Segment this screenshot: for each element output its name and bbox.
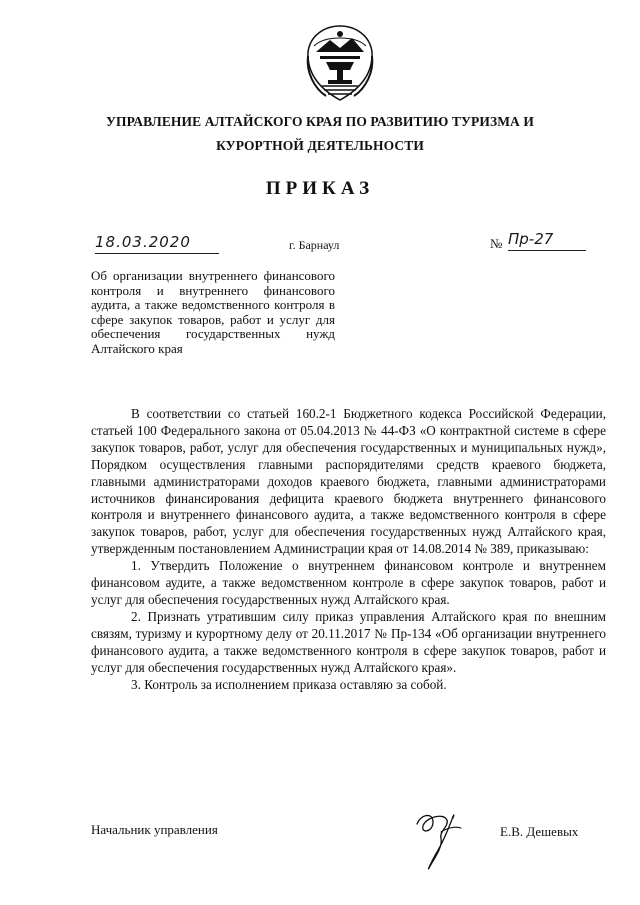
order-subject: Об организации внутреннего финансового контроля и внутреннего финансового аудита, а также ведомственного контроля в сфере закупок товаров, работ и услуг для обеспечения государственных нужд Алтайского края <box>91 268 335 356</box>
item-3-paragraph: 3. Контроль за исполнением приказа оставляю за собой. <box>131 676 447 692</box>
coat-of-arms-emblem-icon <box>302 22 378 104</box>
organization-name-line-1: УПРАВЛЕНИЕ АЛТАЙСКОГО КРАЯ ПО РАЗВИТИЮ ТУРИЗМА И <box>106 114 534 129</box>
signatory-position: Начальник управления <box>91 822 218 837</box>
item-1-paragraph: 1. Утвердить Положение о внутреннем финансовом контроле и внутреннем финансовом аудите, а также ведомственном контроле в сфере закупок товаров, работ и услуг для обеспечения государственных нужд Алтайского края. <box>91 558 606 607</box>
order-body <box>91 406 606 693</box>
handwritten-signature-icon <box>403 802 483 872</box>
signatory-name: Е.В. Дешевых <box>500 824 579 839</box>
document-number: Пр-27 <box>508 230 586 251</box>
item-2-paragraph: 2. Признать утратившим силу приказ управления Алтайского края по внешним связям, туризму и курортному делу от 20.11.2017 № Пр-134 «Об организации внутреннего финансового аудита, а также ведомственного контроля в сфере закупок товаров, работ и услуг для обеспечения государственных нужд Алтайского края». <box>91 608 606 675</box>
document-date: 18.03.2020 <box>95 233 219 254</box>
document-city: г. Барнаул <box>289 238 340 252</box>
number-sign: № <box>490 236 503 251</box>
document-title: ПРИКАЗ <box>265 178 375 199</box>
preamble-paragraph: В соответствии со статьей 160.2-1 Бюджетного кодекса Российской Федерации, статьей 100 Федерального закона от 05.04.2013 № 44-ФЗ «О контрактной системе в сфере закупок товаров, работ, услуг для обеспечения государственных и муниципальных нужд», Порядком осуществления главными распорядителями средств краевого бюджета, главными администраторами доходов краевого бюджета, главными администраторами источников финансирования дефицита краевого бюджета внутреннего финансового контроля и внутреннего финансового аудита, а также ведомственного контроля в сфере закупок товаров, работ, услуг для обеспечения государственных нужд Алтайского края, утвержденным постановлением Администрации края от 14.08.2014 № 389, приказываю: <box>91 406 606 557</box>
organization-name-line-2: КУРОРТНОЙ ДЕЯТЕЛЬНОСТИ <box>216 138 424 153</box>
